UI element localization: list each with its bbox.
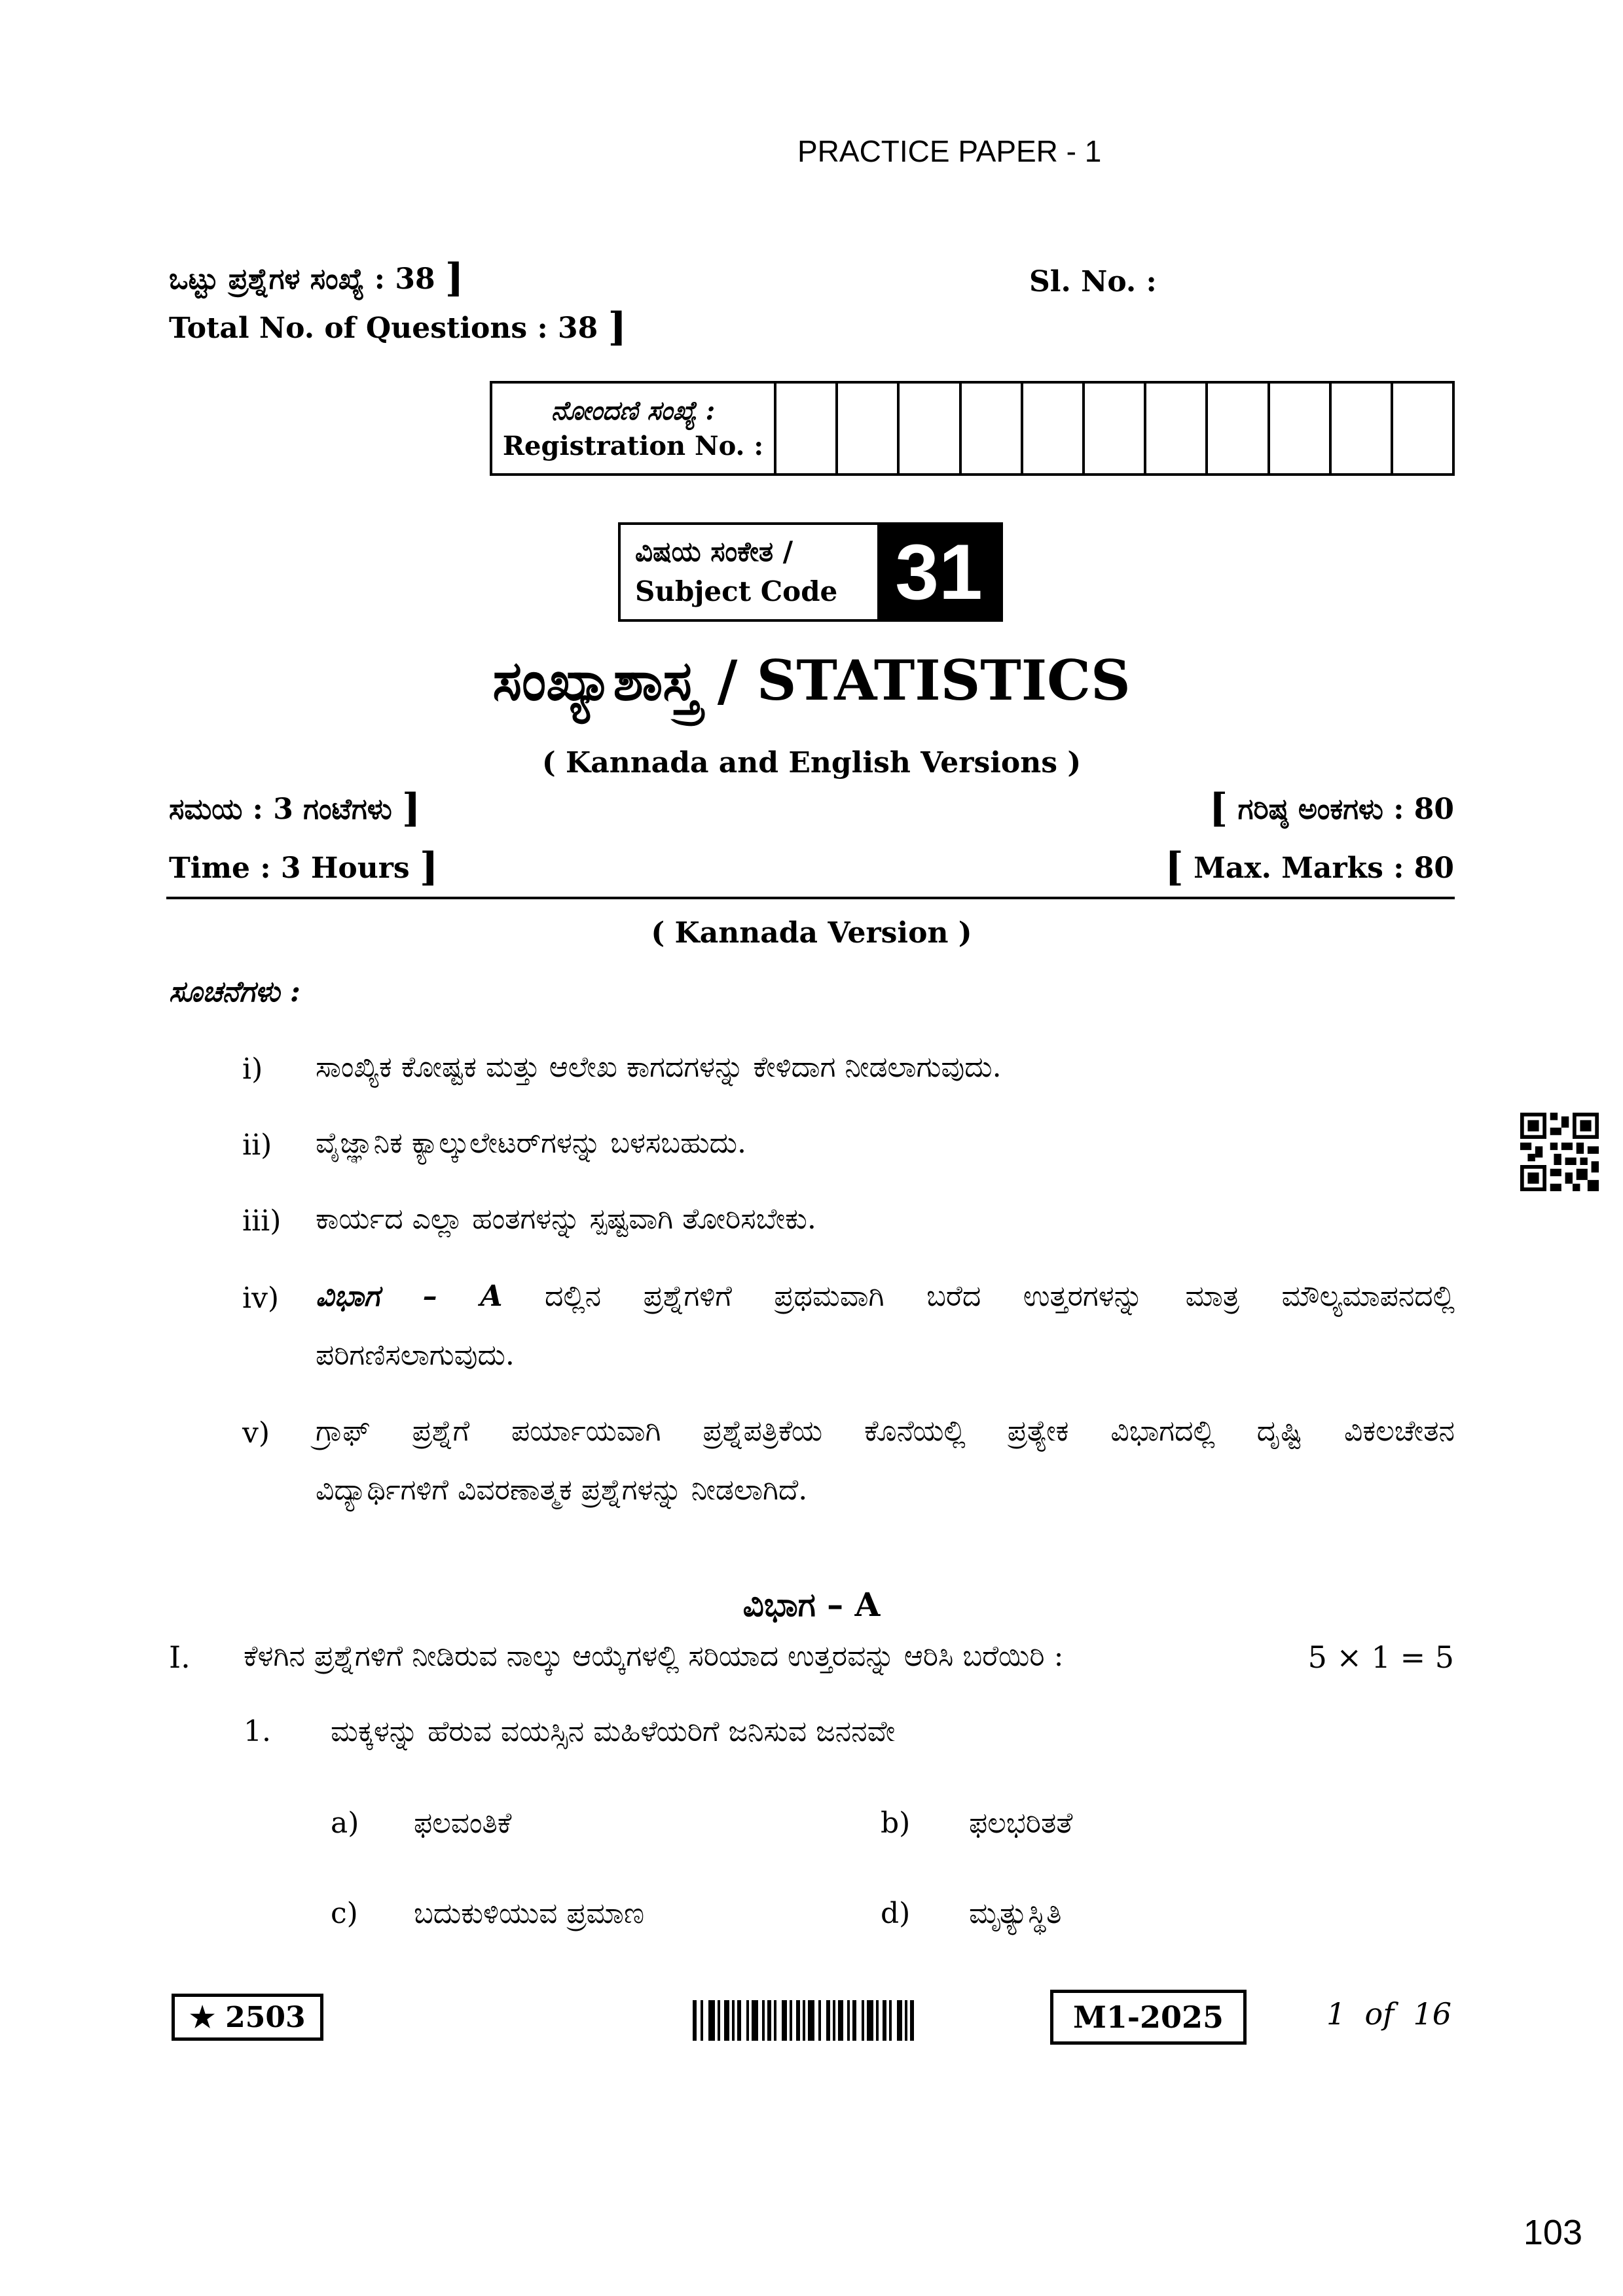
option-letter: d)	[881, 1897, 911, 1930]
section-a-heading: ವಿಭಾಗ – A	[742, 1585, 881, 1624]
registration-cell[interactable]	[1023, 384, 1085, 473]
star-code-box: ★ 2503	[172, 1994, 323, 2041]
part-number: I.	[169, 1640, 191, 1675]
subject-code-label	[621, 525, 877, 619]
subject-code-value: 31	[877, 525, 1000, 619]
instruction-line: ದಲ್ಲಿನ ಪ್ರಶ್ನೆಗಳಿಗೆ ಪ್ರಥಮವಾಗಿ ಬರೆದ ಉತ್ತರಗಳನ್ನು ಮಾತ್ರ ಮೌಲ್ಯಮಾಪನದಲ್ಲಿ	[544, 1280, 1455, 1313]
instruction-text	[316, 1282, 1455, 1312]
registration-cell[interactable]	[1208, 384, 1269, 473]
subject-code-box	[618, 522, 1003, 622]
instruction-number: iii)	[242, 1204, 282, 1238]
marks-kn-text: ಗರಿಷ್ಠ ಅಂಕಗಳು : 80	[1237, 793, 1454, 826]
instruction-text: ಕಾರ್ಯದ ಎಲ್ಲಾ ಹಂತಗಳನ್ನು ಸ್ಪಷ್ಟವಾಗಿ ತೋರಿಸಬೇಕು.	[316, 1202, 816, 1236]
bracket: ]	[445, 255, 464, 301]
page-number: 103	[1523, 2213, 1582, 2252]
time-kn-text: ಸಮಯ : 3 ಗಂಟೆಗಳು	[169, 793, 392, 826]
registration-cell[interactable]	[1332, 384, 1393, 473]
total-questions-kn	[169, 255, 464, 301]
total-questions-en-text: Total No. of Questions : 38	[169, 312, 598, 345]
instructions-heading: ಸೂಚನೆಗಳು :	[169, 975, 301, 1009]
part-marks: 5 × 1 = 5	[1307, 1640, 1454, 1675]
instruction-number: ii)	[242, 1128, 272, 1162]
option-text[interactable]: ಫಲಭರಿತತೆ	[969, 1806, 1073, 1840]
section-reference: ವಿಭಾಗ – A	[316, 1280, 503, 1313]
barcode	[693, 2000, 961, 2041]
instruction-number: v)	[242, 1416, 270, 1450]
option-text[interactable]: ಬದುಕುಳಿಯುವ ಪ್ರಮಾಣ	[414, 1897, 645, 1930]
bracket: [	[1209, 785, 1228, 831]
bracket: [	[1165, 844, 1184, 890]
subject-code-label-en: Subject Code	[635, 575, 838, 607]
registration-label-kn: ನೋಂದಣಿ ಸಂಖ್ಯೆ :	[551, 395, 716, 426]
time-en-text: Time : 3 Hours	[169, 852, 410, 885]
total-questions-kn-text: ಒಟ್ಟು ಪ್ರಶ್ನೆಗಳ ಸಂಖ್ಯೆ : 38	[169, 262, 435, 296]
time-kn	[169, 785, 421, 831]
subject-code-label-kn: ವಿಷಯ ಸಂಕೇತ /	[635, 535, 793, 568]
instruction-text: ಪರಿಗಣಿಸಲಾಗುವುದು.	[316, 1338, 515, 1372]
page-of-total: 1 of 16	[1326, 1996, 1451, 2032]
instruction-text: ಸಾಂಖ್ಯಿಕ ಕೋಷ್ಟಕ ಮತ್ತು ಆಲೇಖ ಕಾಗದಗಳನ್ನು ಕೇಳಿದಾಗ ನೀಡಲಾಗುವುದು.	[316, 1050, 1002, 1084]
option-text[interactable]: ಮೃತ್ಯುಸ್ಥಿತಿ	[969, 1897, 1062, 1930]
registration-cell[interactable]	[1270, 384, 1332, 473]
total-questions-en	[169, 304, 627, 350]
option-letter: a)	[331, 1806, 359, 1840]
registration-cells	[776, 384, 1452, 473]
marks-en	[1165, 844, 1454, 890]
instruction-number: iv)	[242, 1282, 280, 1315]
subject-title: ಸಂಖ್ಯಾಶಾಸ್ತ್ರ / STATISTICS	[492, 648, 1131, 713]
option-text[interactable]: ಫಲವಂತಿಕೆ	[414, 1806, 512, 1840]
option-letter: c)	[331, 1897, 358, 1930]
bracket: ]	[420, 844, 439, 890]
marks-en-text: Max. Marks : 80	[1194, 852, 1454, 885]
registration-cell[interactable]	[1146, 384, 1208, 473]
kannada-version-label: ( Kannada Version )	[651, 916, 972, 950]
exam-code-box: M1-2025	[1050, 1990, 1247, 2045]
practice-paper-title: PRACTICE PAPER - 1	[797, 134, 1102, 168]
registration-cell[interactable]	[838, 384, 900, 473]
registration-cell[interactable]	[900, 384, 961, 473]
instruction-text: ವಿದ್ಯಾರ್ಥಿಗಳಿಗೆ ವಿವರಣಾತ್ಮಕ ಪ್ರಶ್ನೆಗಳನ್ನು ನೀಡಲಾಗಿದೆ.	[316, 1473, 808, 1507]
serial-number-label: Sl. No. :	[1029, 265, 1157, 298]
versions-label: ( Kannada and English Versions )	[541, 746, 1082, 780]
part-instruction: ಕೆಳಗಿನ ಪ್ರಶ್ನೆಗಳಿಗೆ ನೀಡಿರುವ ನಾಲ್ಕು ಆಯ್ಕೆಗಳಲ್ಲಿ ಸರಿಯಾದ ಉತ್ತರವನ್ನು ಆರಿಸಿ ಬರೆಯಿರಿ :	[244, 1640, 1064, 1673]
registration-label-en: Registration No. :	[502, 430, 764, 461]
registration-cell[interactable]	[962, 384, 1023, 473]
registration-cell[interactable]	[1393, 384, 1452, 473]
instruction-text: ಗ್ರಾಫ್ ಪ್ರಶ್ನೆಗೆ ಪರ್ಯಾಯವಾಗಿ ಪ್ರಶ್ನೆಪತ್ರಿಕೆಯ ಕೊನೆಯಲ್ಲಿ ಪ್ರತ್ಯೇಕ ವಿಭಾಗದಲ್ಲಿ ದೃಷ್ಟಿ ವಿಕಲಚೇತನ	[316, 1414, 1455, 1448]
qr-code-icon	[1520, 1113, 1599, 1191]
registration-number-box	[490, 381, 1455, 476]
divider	[166, 897, 1455, 899]
option-letter: b)	[881, 1806, 911, 1840]
question-text: ಮಕ್ಕಳನ್ನು ಹೆರುವ ವಯಸ್ಸಿನ ಮಹಿಳೆಯರಿಗೆ ಜನಿಸುವ ಜನನವೇ	[331, 1715, 896, 1748]
instruction-text: ವೈಜ್ಞಾನಿಕ ಕ್ಯಾಲ್ಕುಲೇಟರ್‌ಗಳನ್ನು ಬಳಸಬಹುದು.	[316, 1126, 746, 1160]
bracket: ]	[402, 785, 421, 831]
registration-label	[492, 384, 776, 473]
question-number: 1.	[244, 1715, 271, 1748]
bracket: ]	[608, 304, 627, 350]
registration-cell[interactable]	[776, 384, 838, 473]
time-en	[169, 844, 439, 890]
marks-kn	[1209, 785, 1454, 831]
instruction-number: i)	[242, 1052, 263, 1086]
registration-cell[interactable]	[1085, 384, 1146, 473]
